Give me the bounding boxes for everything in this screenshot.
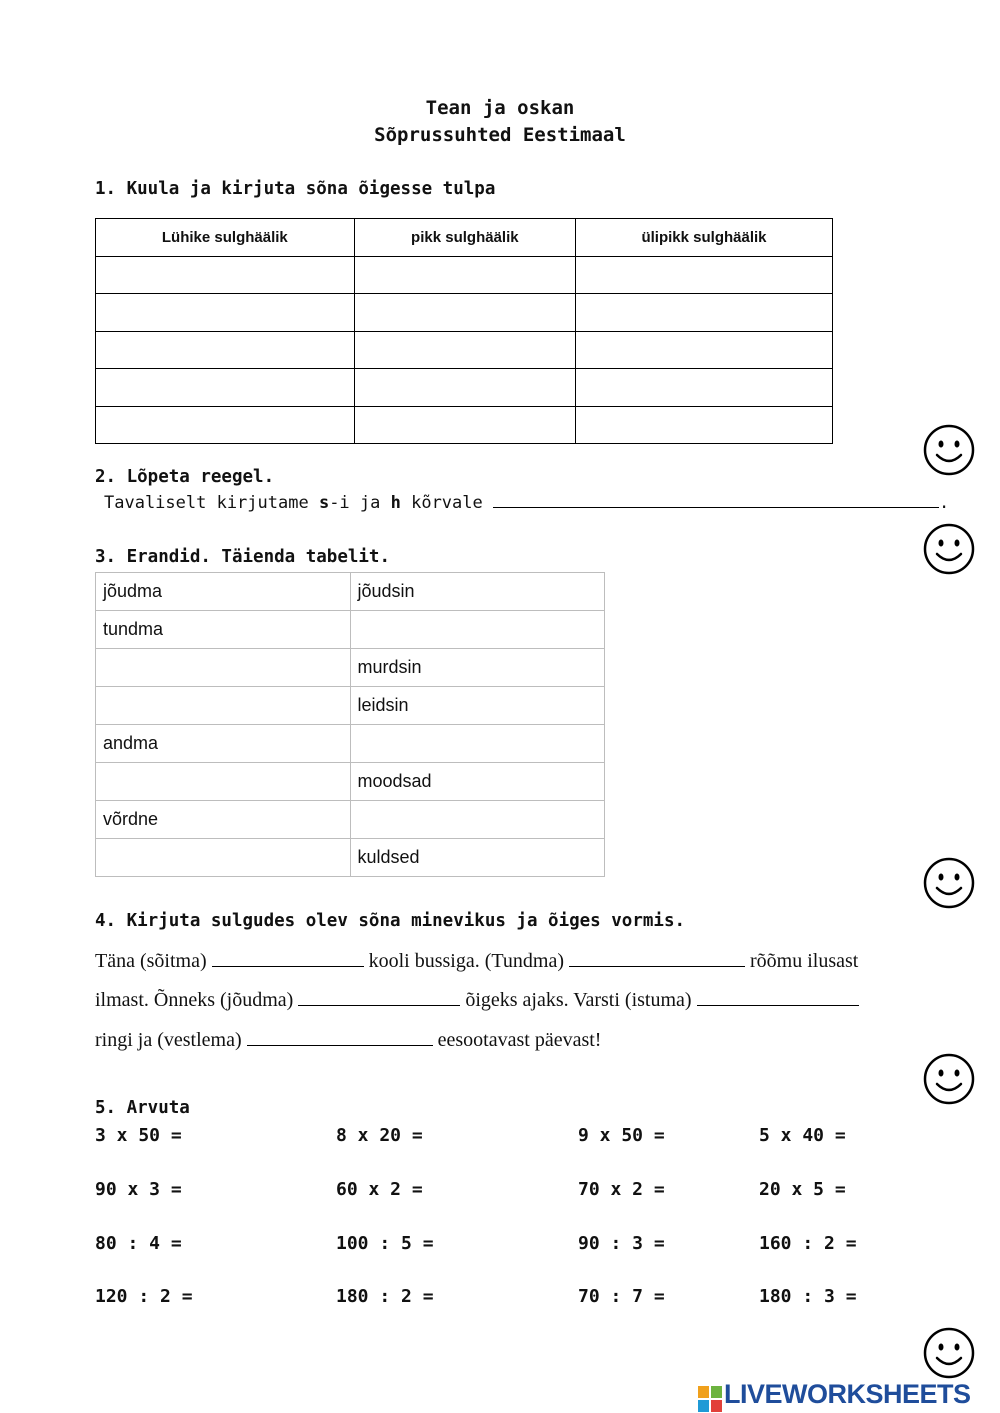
title-line-1: Tean ja oskan [425,97,575,119]
answer-cell[interactable] [350,801,605,839]
smiley-icon [922,522,976,576]
word-cell: kuldsed [350,839,605,877]
math-problem: 9 x 50 = [578,1125,665,1146]
answer-cell[interactable] [575,406,832,444]
table-row [96,611,605,649]
answer-cell[interactable] [575,331,832,369]
section2-heading: 2. Lõpeta reegel. [95,467,275,487]
rule-answer-blank[interactable] [493,493,939,508]
math-problem: 3 x 50 = [95,1125,182,1146]
column-header: Lühike sulghäälik [96,219,355,257]
consonant-table [95,218,833,444]
answer-cell[interactable] [354,369,575,407]
table-row [96,331,833,369]
word-cell: jõudsin [350,573,605,611]
word-cell: jõudma [96,573,351,611]
section1-heading: 1. Kuula ja kirjuta sõna õigesse tulpa [95,179,496,199]
rule-sentence: Tavaliselt kirjutame s-i ja h kõrvale . [104,493,950,513]
answer-cell[interactable] [96,763,351,801]
liveworksheets-logo [698,1380,971,1412]
answer-cell[interactable] [96,406,355,444]
math-problem: 5 x 40 = [759,1125,846,1146]
word-cell: andma [96,725,351,763]
math-problem: 70 x 2 = [578,1179,665,1200]
liveworksheets-logo-icon [698,1386,722,1412]
math-problem: 100 : 5 = [336,1233,434,1254]
word-cell: murdsin [350,649,605,687]
math-problem: 180 : 2 = [336,1286,434,1307]
answer-cell[interactable] [575,294,832,332]
math-problem: 160 : 2 = [759,1233,857,1254]
smiley-icon [922,856,976,910]
answer-cell[interactable] [354,331,575,369]
table-header-row [96,219,833,257]
math-problem: 60 x 2 = [336,1179,423,1200]
answer-cell[interactable] [96,294,355,332]
math-problem: 90 : 3 = [578,1233,665,1254]
word-cell: moodsad [350,763,605,801]
table-row [96,763,605,801]
smiley-icon [922,1052,976,1106]
table-row [96,294,833,332]
math-problem: 70 : 7 = [578,1286,665,1307]
answer-cell[interactable] [575,369,832,407]
answer-cell[interactable] [96,687,351,725]
answer-cell[interactable] [575,256,832,294]
word-cell: võrdne [96,801,351,839]
math-problem: 80 : 4 = [95,1233,182,1254]
answer-cell[interactable] [354,406,575,444]
math-problem: 20 x 5 = [759,1179,846,1200]
answer-blank[interactable] [212,952,364,967]
smiley-icon [922,1326,976,1380]
sentence-line-1: Täna (sõitma) kooli bussiga. (Tundma) rõõmu ilusast [95,950,859,972]
title-line-2: Sõprussuhted Eestimaal [374,124,626,146]
sentence-line-3: ringi ja (vestlema) eesootavast päevast! [95,1029,602,1051]
section3-heading: 3. Erandid. Täienda tabelit. [95,547,391,567]
sentence-line-2: ilmast. Õnneks (jõudma) õigeks ajaks. Varsti (istuma) [95,989,859,1012]
table-row [96,649,605,687]
word-cell: leidsin [350,687,605,725]
table-row [96,801,605,839]
answer-cell[interactable] [96,331,355,369]
answer-blank[interactable] [298,991,460,1006]
section4-heading: 4. Kirjuta sulgudes olev sõna minevikus ja õiges vormis. [95,911,686,931]
answer-cell[interactable] [96,256,355,294]
column-header: ülipikk sulghäälik [575,219,832,257]
exceptions-table [95,572,605,877]
word-cell: tundma [96,611,351,649]
table-row [96,256,833,294]
table-row [96,406,833,444]
table-row [96,369,833,407]
smiley-icon [922,423,976,477]
math-problem: 180 : 3 = [759,1286,857,1307]
answer-cell[interactable] [96,839,351,877]
math-problem: 8 x 20 = [336,1125,423,1146]
answer-cell[interactable] [354,256,575,294]
table-row [96,687,605,725]
answer-cell[interactable] [96,369,355,407]
table-row [96,573,605,611]
math-problem: 90 x 3 = [95,1179,182,1200]
table-row [96,725,605,763]
logo-text: LIVEWORKSHEETS [724,1379,971,1409]
answer-blank[interactable] [247,1031,433,1046]
table-row [96,839,605,877]
column-header: pikk sulghäälik [354,219,575,257]
answer-blank[interactable] [569,952,745,967]
answer-cell[interactable] [350,725,605,763]
math-problem: 120 : 2 = [95,1286,193,1307]
section5-heading: 5. Arvuta [95,1098,190,1118]
answer-cell[interactable] [96,649,351,687]
answer-cell[interactable] [354,294,575,332]
answer-blank[interactable] [697,991,859,1006]
answer-cell[interactable] [350,611,605,649]
